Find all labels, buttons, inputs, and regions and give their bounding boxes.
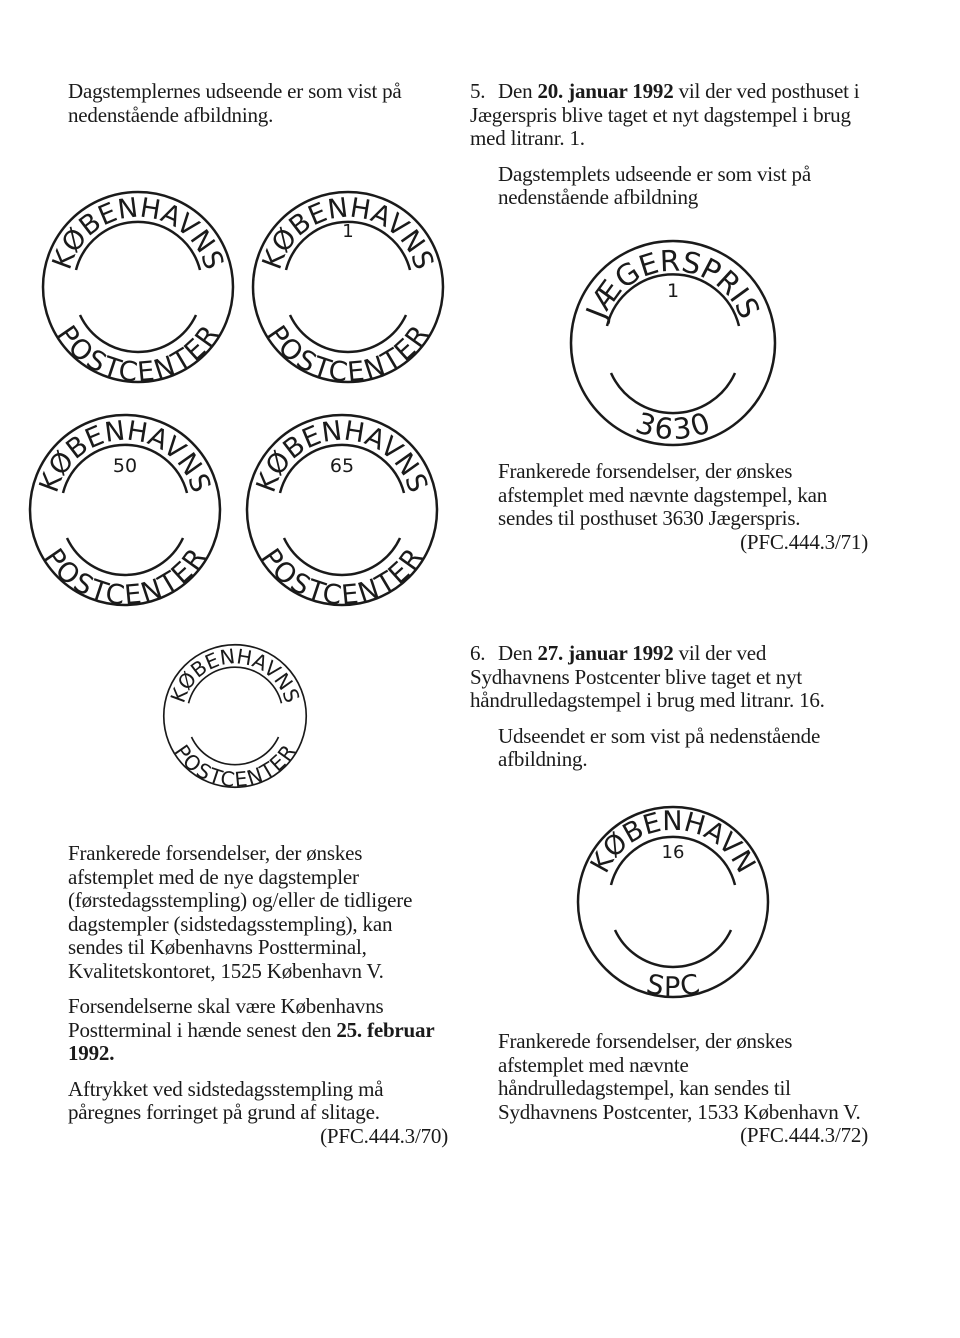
section-6 xyxy=(470,642,865,772)
stamp-4-number: 65 xyxy=(329,455,355,477)
stamp-1-top-text: KØBENHAVNS xyxy=(46,192,230,274)
stamp-7-number: 16 xyxy=(661,842,685,863)
section-5 xyxy=(470,80,865,210)
left-ref: (PFC.444.3/70) xyxy=(320,1123,448,1148)
section-6-body xyxy=(498,1030,868,1148)
stamp-jaegerspris xyxy=(568,235,778,450)
stamp-5-top-text: KØBENHAVNS xyxy=(165,644,305,706)
intro-text: Dagstemplernes udseende er som vist på nedenstående afbildning. xyxy=(68,79,402,127)
section-6-post: vil der ved Sydhavnens Postcenter blive taget et nyt håndrulledagstempel i brug med litranr. 16. xyxy=(470,641,825,712)
left-para-1: Frankerede forsendelser, der ønskes afstemplet med de nye dagstempler (førstedagsstempling) og/eller de tidligere dagstempler (sidstedagsstempling), kan sendes til Københavns Postterminal, Kvalitetskontoret, 1525 København V. xyxy=(68,841,413,983)
stamp-kbh-postcenter-65 xyxy=(242,405,442,615)
stamp-2-top-text: KØBENHAVNS xyxy=(256,192,440,274)
stamp-kbh-postcenter-small xyxy=(160,636,310,796)
stamp-kbh-postcenter-50 xyxy=(25,405,225,615)
section-6-date: 27. januar 1992 xyxy=(537,641,674,665)
section-5-post: vil der ved posthuset i Jægerspris blive taget et nyt dagstempel i brug med litranr. 1. xyxy=(470,79,860,150)
stamp-4-bottom-text: POSTCENTER xyxy=(254,543,430,612)
stamp-3-top-text: KØBENHAVNS xyxy=(33,415,217,497)
section-5-look: Dagstemplets udseende er som vist på nedenstående afbildning xyxy=(498,161,811,209)
left-para-3: Aftrykket ved sidstedagsstempling må påregnes forringet på grund af slitage. xyxy=(68,1076,384,1124)
section-5-number: 5. xyxy=(470,79,486,103)
section-6-ref: (PFC.444.3/72) xyxy=(740,1123,868,1147)
section-5-body xyxy=(498,460,868,554)
section-6-body-text: Frankerede forsendelser, der ønskes afstemplet med nævnte håndrulledagstempel, kan sendes til Sydhavnens Postcenter, 1533 København V. xyxy=(498,1029,861,1124)
left-info-block xyxy=(68,842,448,1148)
stamp-7-top-text: KØBENHAVN xyxy=(584,805,762,879)
left-para-2-text: Forsendelserne skal være Københavns Postterminal i hænde senest den xyxy=(68,994,384,1042)
section-6-pre: Den xyxy=(498,641,533,665)
stamp-3-number: 50 xyxy=(112,455,138,477)
stamp-6-top-text: JÆGERSPRIS xyxy=(579,243,767,324)
stamp-7-bottom-text: SPC xyxy=(643,968,703,1004)
stamp-2-number: 1 xyxy=(342,221,354,242)
stamp-6-number: 1 xyxy=(666,280,680,302)
stamp-3-bottom-text: POSTCENTER xyxy=(37,543,213,612)
stamp-6-bottom-text: 3630 xyxy=(631,405,715,447)
section-5-pre: Den xyxy=(498,79,533,103)
left-intro xyxy=(68,80,448,127)
section-5-body-text: Frankerede forsendelser, der ønskes afstemplet med nævnte dagstempel, kan sendes til posthuset 3630 Jægerspris. xyxy=(498,459,828,530)
stamp-kbh-postcenter xyxy=(38,182,238,392)
stamp-kbh-postcenter-1 xyxy=(248,182,448,392)
section-5-date: 20. januar 1992 xyxy=(537,79,674,103)
deadline-date: 25. februar 1992. xyxy=(68,1017,435,1065)
stamp-2-bottom-text: POSTCENTER xyxy=(260,320,436,389)
section-5-ref: (PFC.444.3/71) xyxy=(740,529,868,554)
stamp-5-bottom-text: POSTCENTER xyxy=(169,740,301,792)
stamp-kbh-spc xyxy=(573,800,773,1005)
section-6-look: Udseendet er som vist på nedenstående afbildning. xyxy=(498,723,821,771)
stamp-1-bottom-text: POSTCENTER xyxy=(50,320,226,389)
section-6-number: 6. xyxy=(470,641,486,665)
left-para-2 xyxy=(68,995,448,1066)
section-5-heading xyxy=(470,80,865,151)
stamp-4-top-text: KØBENHAVNS xyxy=(250,415,434,497)
section-6-heading xyxy=(470,642,865,713)
